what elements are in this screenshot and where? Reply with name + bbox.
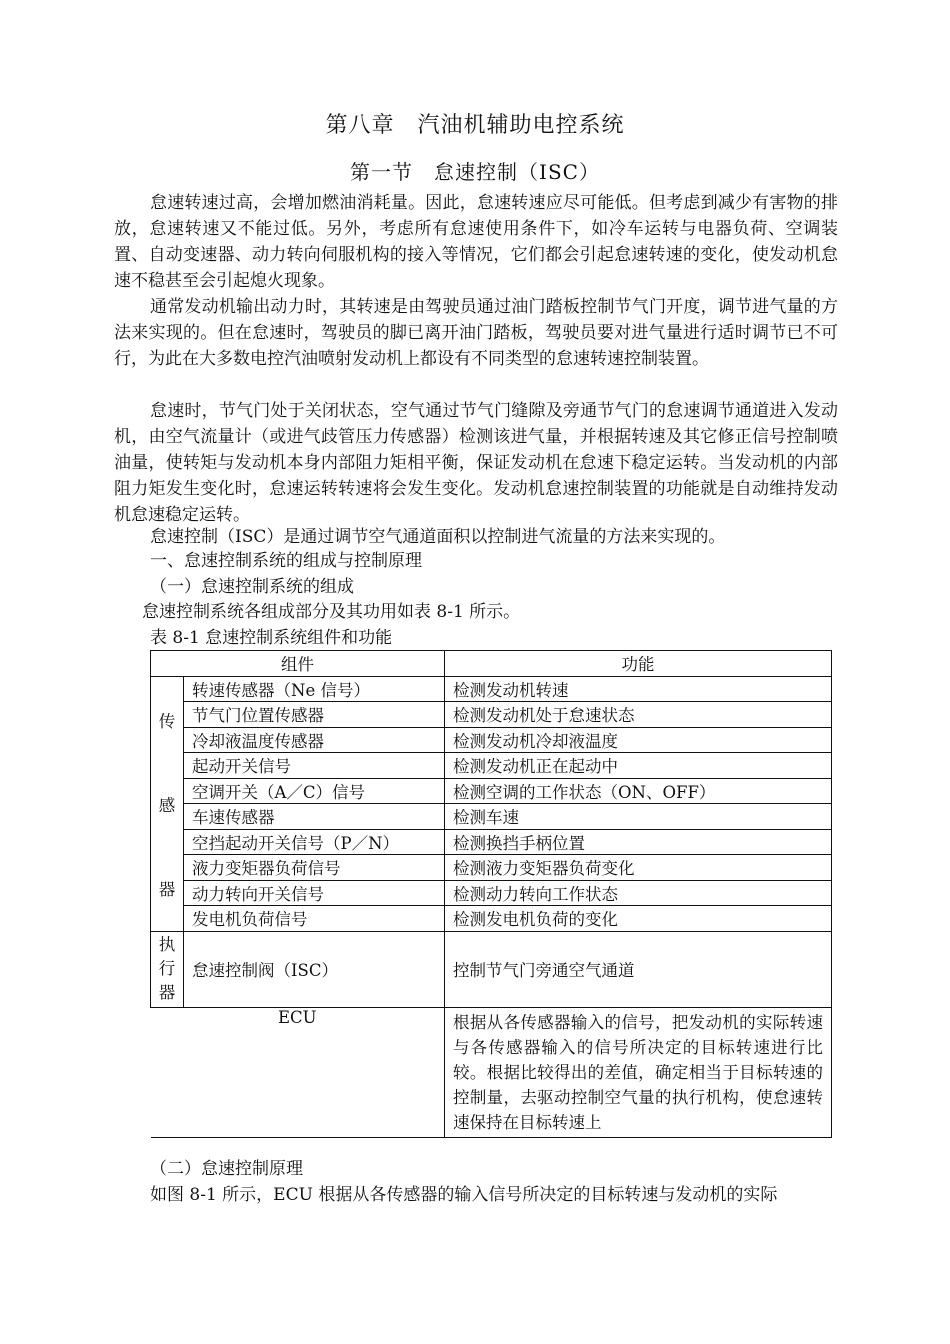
- ecu-label: ECU: [151, 1007, 445, 1137]
- sensor-name: 空挡起动开关信号（P／N）: [184, 829, 445, 855]
- sensor-function: 检测动力转向工作状态: [445, 880, 832, 906]
- paragraph-2: 通常发动机输出动力时，其转速是由驾驶员通过油门踏板控制节气门开度，调节进气量的方法来实现的。但在怠速时，驾驶员的脚已离开油门踏板，驾驶员要对进气量进行适时调节已不可行，为此在大多数电控汽油喷射发动机上都设有不同类型的怠速转速控制装置。: [114, 297, 838, 369]
- header-function: 功能: [445, 651, 832, 677]
- actuator-category-cell: [151, 931, 184, 1007]
- sensor-function: 检测车速: [445, 804, 832, 830]
- table-row: [151, 804, 832, 830]
- heading-1-2: （二）怠速控制原理: [150, 1159, 303, 1179]
- table-row: [151, 855, 832, 881]
- sensor-function: 检测发动机转速: [445, 676, 832, 702]
- sensor-function: 检测发动机处于怠速状态: [445, 702, 832, 728]
- actuator-function: 控制节气门旁通空气通道: [445, 931, 832, 1007]
- table-row: [151, 931, 832, 1007]
- actuator-category-char: 器: [158, 983, 176, 1002]
- intro-line: 怠速控制系统各组成部分及其功用如表 8-1 所示。: [142, 602, 521, 622]
- table-row: [151, 702, 832, 728]
- sensor-function: 检测液力变矩器负荷变化: [445, 855, 832, 881]
- heading-1: 一、怠速控制系统的组成与控制原理: [150, 551, 422, 571]
- actuator-category-char: 执: [158, 935, 176, 954]
- section-title: 第一节 怠速控制（ISC）: [350, 160, 600, 184]
- sensor-name: 液力变矩器负荷信号: [184, 855, 445, 881]
- table-row: [151, 778, 832, 804]
- heading-1-1: （一）怠速控制系统的组成: [150, 577, 354, 597]
- table-row: [151, 753, 832, 779]
- sensor-name: 冷却液温度传感器: [184, 727, 445, 753]
- sensor-category-char: 传: [158, 711, 176, 731]
- last-line: 如图 8-1 所示，ECU 根据从各传感器的输入信号所决定的目标转速与发动机的实际: [150, 1185, 778, 1205]
- ecu-function: 根据从各传感器输入的信号，把发动机的实际转速与各传感器输入的信号所决定的目标转速进行比较。根据比较得出的差值，确定相当于目标转速的控制量，去驱动控制空气量的执行机构，使怠速转速保持在目标转速上: [445, 1007, 832, 1137]
- table-row: [151, 906, 832, 932]
- table-row: [151, 880, 832, 906]
- sensor-function: 检测换挡手柄位置: [445, 829, 832, 855]
- sensor-function: 检测发动机正在起动中: [445, 753, 832, 779]
- sensor-name: 起动开关信号: [184, 753, 445, 779]
- sensor-name: 发电机负荷信号: [184, 906, 445, 932]
- sensor-name: 转速传感器（Ne 信号）: [184, 676, 445, 702]
- sensor-name: 空调开关（A／C）信号: [184, 778, 445, 804]
- table-caption: 表 8-1 怠速控制系统组件和功能: [150, 628, 393, 648]
- sensor-function: 检测发动机冷却液温度: [445, 727, 832, 753]
- table-row: [151, 1007, 832, 1137]
- component-table: [150, 650, 832, 1138]
- sensor-function: 检测发电机负荷的变化: [445, 906, 832, 932]
- chapter-title: 第八章 汽油机辅助电控系统: [325, 113, 625, 138]
- sensor-category-char: 感: [158, 795, 176, 815]
- sensor-function: 检测空调的工作状态（ON、OFF）: [445, 778, 832, 804]
- table-header-row: [151, 651, 832, 677]
- sensor-category-cell: [151, 676, 184, 931]
- sensor-name: 节气门位置传感器: [184, 702, 445, 728]
- table-row: [151, 829, 832, 855]
- actuator-name: 怠速控制阀（ISC）: [184, 931, 445, 1007]
- sensor-name: 车速传感器: [184, 804, 445, 830]
- actuator-category-char: 行: [158, 959, 176, 978]
- paragraph-1: 怠速转速过高，会增加燃油消耗量。因此，怠速转速应尽可能低。但考虑到减少有害物的排放，怠速转速又不能过低。另外，考虑所有怠速使用条件下，如冷车运转与电器负荷、空调装置、自动变速器、动力转向伺服机构的接入等情况，它们都会引起怠速转速的变化，使发动机怠速不稳甚至会引起熄火现象。: [114, 193, 838, 291]
- paragraph-4: 怠速控制（ISC）是通过调节空气通道面积以控制进气流量的方法来实现的。: [150, 527, 726, 547]
- sensor-name: 动力转向开关信号: [184, 880, 445, 906]
- sensor-category-char: 器: [158, 879, 176, 899]
- header-component: 组件: [151, 651, 445, 677]
- paragraph-3: 怠速时，节气门处于关闭状态，空气通过节气门缝隙及旁通节气门的怠速调节通道进入发动机，由空气流量计（或进气歧管压力传感器）检测该进气量，并根据转速及其它修正信号控制喷油量，使转矩与发动机本身内部阻力矩相平衡，保证发动机在怠速下稳定运转。当发动机的内部阻力矩发生变化时，怠速运转转速将会发生变化。发动机怠速控制装置的功能就是自动维持发动机怠速稳定运转。: [114, 401, 838, 525]
- table-row: [151, 727, 832, 753]
- table-row: [151, 676, 832, 702]
